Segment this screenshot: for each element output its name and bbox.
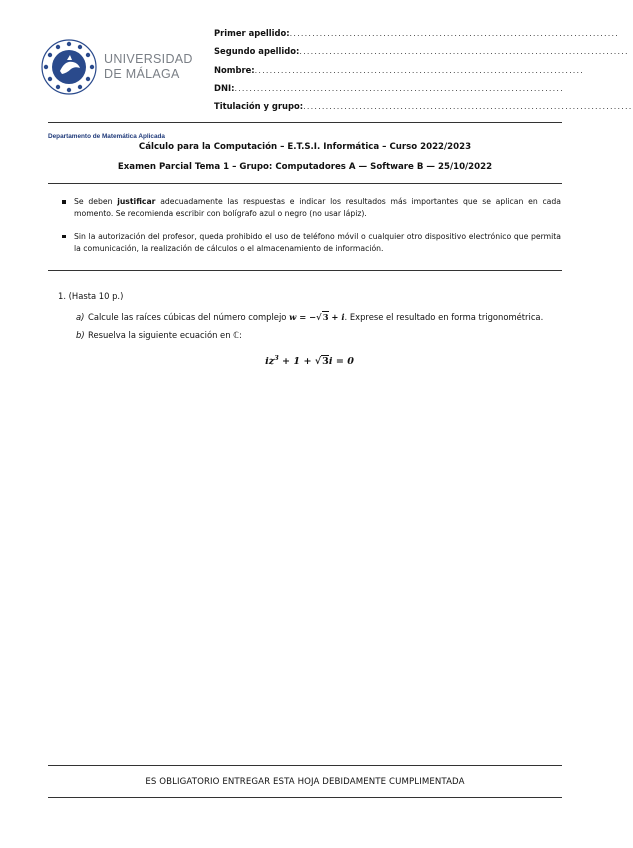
exam-subtitle: Examen Parcial Tema 1 – Grupo: Computadores A — Software B — 25/10/2022: [117, 162, 493, 172]
university-seal-icon: [40, 38, 98, 96]
field-nombre[interactable]: [214, 64, 585, 83]
footer-notice: ES OBLIGATORIO ENTREGAR ESTA HOJA DEBIDAMENTE CUMPLIMENTADA: [145, 777, 465, 787]
title-divider: [48, 183, 562, 184]
field-titulacion-grupo[interactable]: [214, 101, 633, 119]
field-label: Segundo apellido:: [214, 46, 300, 57]
instruction-emphasis: justificar: [117, 197, 156, 206]
question-header: 1. (Hasta 10 p.): [58, 291, 124, 301]
part-text: Calcule las raíces cúbicas del número complejo: [88, 312, 290, 322]
university-name-line1: UNIVERSIDAD: [104, 52, 193, 66]
instruction-text: Se deben: [74, 197, 118, 206]
field-label: DNI:: [214, 82, 235, 93]
department-name: Departamento de Matemática Aplicada: [48, 133, 165, 140]
footer-bottom-divider: [48, 797, 562, 798]
header-divider: [48, 122, 562, 123]
instruction-text: adecuadamente las respuestas e indicar los resultados más importantes que se aplican en cada momento. Se recomienda escribir con bolígrafo azul o negro (no usar lápiz).: [74, 197, 561, 219]
question-part-a: [58, 310, 561, 324]
course-title: Cálculo para la Computación – E.T.S.I. Informática – Curso 2022/2023: [138, 142, 472, 152]
field-segundo-apellido[interactable]: [214, 46, 629, 64]
instruction-item: [62, 196, 561, 221]
question-part-b: [58, 328, 561, 342]
math-term: i = 0: [328, 356, 354, 368]
question-1: [58, 289, 561, 369]
math-term: iz: [265, 356, 275, 368]
math-radicand: 3: [322, 356, 329, 368]
field-label: Primer apellido:: [214, 28, 290, 38]
fill-line: ........................................................................................: [234, 83, 564, 93]
part-letter: b): [76, 330, 85, 340]
math-var: w: [289, 312, 297, 322]
math-op: + 1 +: [278, 356, 315, 368]
math-op: = −: [296, 312, 317, 322]
instruction-text: Sin la autorización del profesor, queda prohibido el uso de teléfono móvil o cualquier otro dispositivo electrónico que permita la comunicación, la realización de cálculos o el almacenamiento de información.: [74, 231, 561, 253]
fill-line: ........................................................................................: [303, 102, 633, 112]
footer-top-divider: [48, 765, 562, 766]
fill-line: ........................................................................................: [254, 65, 585, 75]
field-label: Nombre:: [214, 64, 255, 75]
exam-title: [48, 137, 562, 177]
bullet-icon: [62, 235, 66, 239]
part-text: Resuelva la siguiente ecuación en ℂ:: [88, 330, 242, 340]
field-label: Titulación y grupo:: [214, 101, 304, 112]
field-dni[interactable]: [214, 82, 564, 101]
field-primer-apellido[interactable]: [214, 28, 620, 46]
student-fields: [214, 28, 633, 119]
fill-line: ........................................................................................: [299, 47, 629, 57]
math-op: + i: [328, 312, 345, 322]
bullet-icon: [62, 200, 66, 204]
math-radicand: 3: [322, 312, 329, 322]
math-expression: w = −√3 + i: [289, 312, 345, 322]
part-text: . Exprese el resultado en forma trigonométrica.: [344, 312, 544, 322]
instructions: [62, 196, 561, 265]
instructions-divider: [48, 270, 562, 271]
math-exponent: 3: [274, 354, 279, 362]
equation: $iz^3 + 1 + √3i = 0$: [265, 354, 354, 368]
university-name-line2: DE MÁLAGA: [104, 67, 180, 81]
university-name: [104, 52, 193, 82]
instruction-item: [62, 231, 561, 256]
fill-line: ........................................................................................: [289, 29, 620, 38]
part-letter: a): [76, 312, 85, 322]
